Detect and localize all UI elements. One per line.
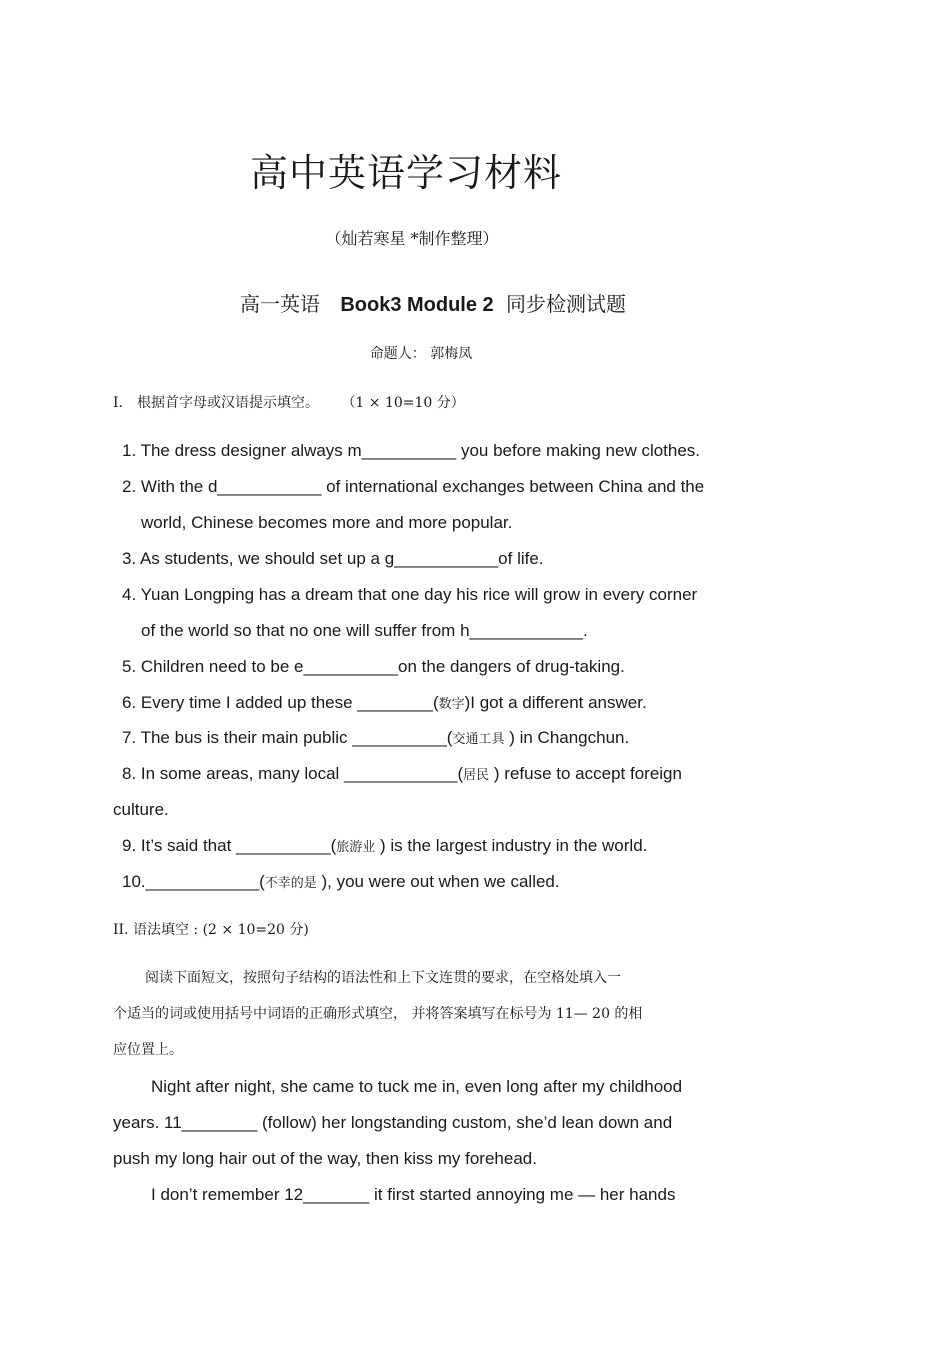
question-8-pre: 8. In some areas, many local ____________( bbox=[122, 764, 464, 783]
question-2: 2. With the d___________ of international exchanges between China and the bbox=[122, 477, 705, 496]
author-line: 命题人： 郭梅凤 bbox=[369, 346, 473, 362]
exam-title-bold: Book3 Module 2 bbox=[340, 294, 494, 316]
page-subtitle: （灿若寒星 *制作整理） bbox=[325, 229, 499, 248]
section2-instruction-1: 阅读下面短文，按照句子结构的语法性和上下文连贯的要求，在空格处填入一 bbox=[145, 970, 621, 986]
exam-title-suffix: 同步检测试题 bbox=[506, 292, 627, 316]
section1-heading-text: I． 根据首字母或汉语提示填空。 bbox=[113, 395, 319, 411]
section2-instruction-3: 应位置上。 bbox=[113, 1042, 183, 1058]
question-2-continued: world, Chinese becomes more and more popular. bbox=[141, 513, 513, 532]
passage-line-3: push my long hair out of the way, then kiss my forehead. bbox=[113, 1149, 537, 1168]
question-7-pre: 7. The bus is their main public __________( bbox=[122, 728, 453, 747]
question-4: 4. Yuan Longping has a dream that one day his rice will grow in every corner bbox=[122, 585, 698, 604]
question-8 bbox=[122, 764, 682, 784]
question-6 bbox=[122, 693, 647, 713]
question-7-hint: 交通工具 bbox=[452, 732, 505, 747]
question-7 bbox=[122, 728, 629, 748]
section2-heading: II. 语法填空 : (2 × 10=20 分) bbox=[113, 922, 309, 938]
question-9-post: ) is the largest industry in the world. bbox=[375, 836, 648, 855]
question-10-hint: 不幸的是 bbox=[264, 876, 317, 891]
exam-title bbox=[0, 288, 866, 317]
question-10 bbox=[122, 872, 560, 892]
question-8-hint: 居民 bbox=[463, 768, 490, 783]
question-7-post: ) in Changchun. bbox=[504, 728, 630, 747]
question-5: 5. Children need to be e__________on the dangers of drug-taking. bbox=[122, 657, 625, 676]
question-10-pre: 10.____________( bbox=[122, 872, 265, 891]
question-1: 1. The dress designer always m__________ you before making new clothes. bbox=[122, 441, 701, 460]
section2-instruction-2: 个适当的词或使用括号中词语的正确形式填空， 并将答案填写在标号为 11— 20 的相 bbox=[113, 1006, 643, 1022]
question-9-pre: 9. It’s said that __________( bbox=[122, 836, 337, 855]
question-9 bbox=[122, 836, 647, 856]
section1-heading bbox=[113, 392, 465, 412]
passage-line-1: Night after night, she came to tuck me in, even long after my childhood bbox=[151, 1077, 683, 1096]
question-6-post: )I got a different answer. bbox=[464, 693, 647, 712]
question-3: 3. As students, we should set up a g___________of life. bbox=[122, 549, 544, 568]
exam-title-prefix: 高一英语 bbox=[239, 292, 320, 316]
section1-score: （1 × 10=10 分） bbox=[341, 395, 465, 411]
question-4-continued: of the world so that no one will suffer from h____________. bbox=[141, 621, 588, 640]
question-9-hint: 旅游业 bbox=[336, 840, 376, 855]
passage-line-4: I don’t remember 12_______ it first started annoying me — her hands bbox=[151, 1185, 676, 1204]
question-6-hint: 数字 bbox=[438, 697, 465, 712]
page-title: 高中英语学习材料 bbox=[249, 151, 562, 195]
question-8-continued: culture. bbox=[113, 800, 169, 819]
question-8-post: ) refuse to accept foreign bbox=[489, 764, 682, 783]
passage-line-2: years. 11________ (follow) her longstanding custom, she’d lean down and bbox=[113, 1113, 673, 1132]
question-10-post: ), you were out when we called. bbox=[316, 872, 560, 891]
question-6-pre: 6. Every time I added up these ________( bbox=[122, 693, 439, 712]
